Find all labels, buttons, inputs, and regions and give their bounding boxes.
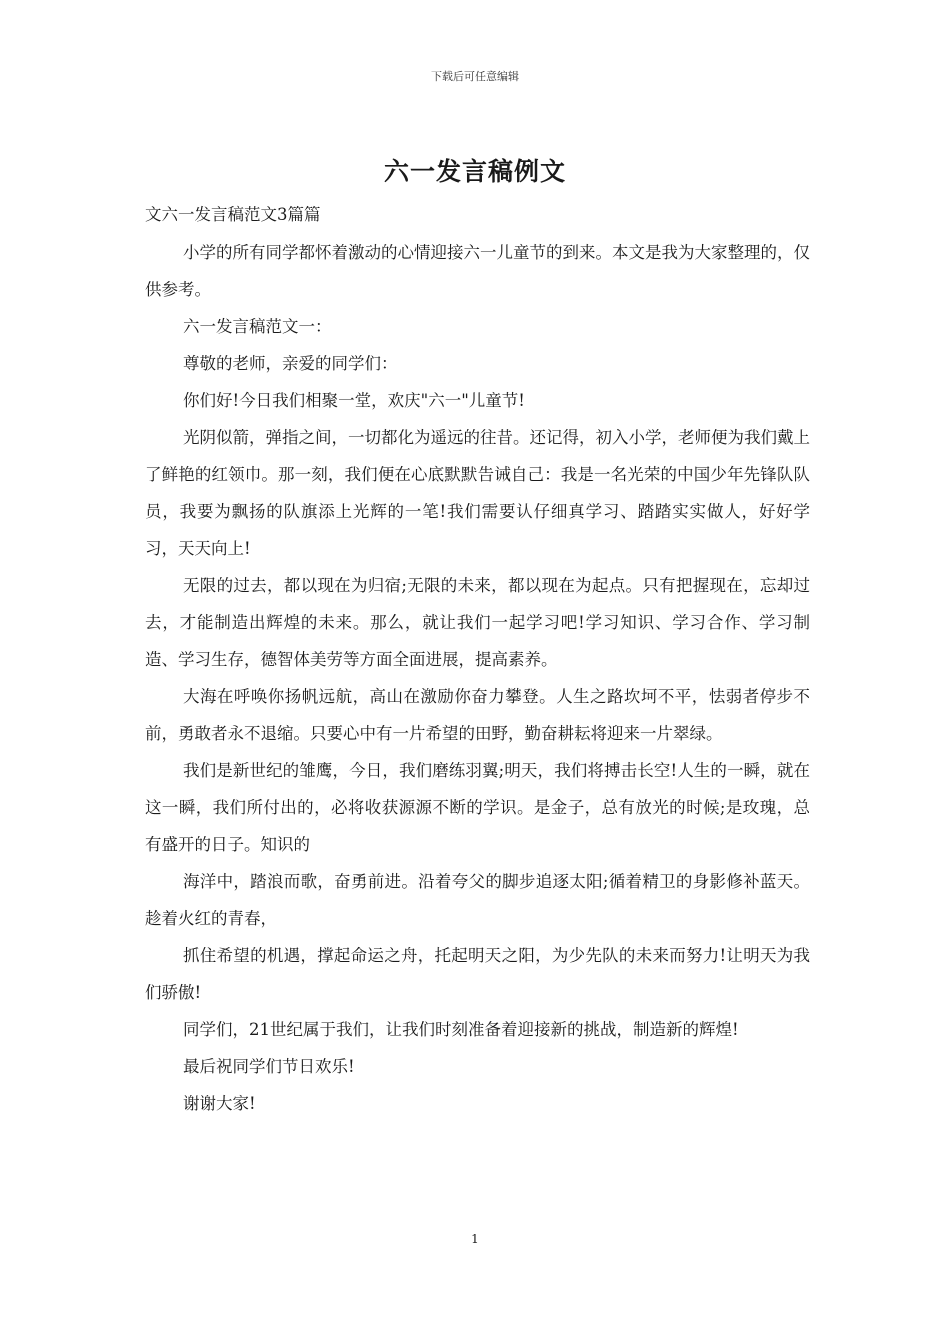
paragraph: 我们是新世纪的雏鹰，今日，我们磨练羽翼;明天，我们将搏击长空!人生的一瞬，就在这一瞬，我们所付出的，必将收获源源不断的学识。是金子，总有放光的时候;是玫瑰，总有盛开的日子。知识的 <box>145 761 810 854</box>
paragraph: 无限的过去，都以现在为归宿;无限的未来，都以现在为起点。只有把握现在，忘却过去，才能制造出辉煌的未来。那么，就让我们一起学习吧!学习知识、学习合作、学习制造、学习生存，德智体美劳等方面全面进展，提高素养。 <box>145 576 810 669</box>
document-title: 六一发言稿例文 <box>383 157 566 186</box>
document-subtitle: 文六一发言稿范文3篇篇 <box>145 205 321 224</box>
paragraph: 同学们，21世纪属于我们，让我们时刻准备着迎接新的挑战，制造新的辉煌! <box>183 1020 739 1039</box>
paragraph: 大海在呼唤你扬帆远航，高山在激励你奋力攀登。人生之路坎坷不平，怯弱者停步不前，勇敢者永不退缩。只要心中有一片希望的田野，勤奋耕耘将迎来一片翠绿。 <box>145 687 810 743</box>
paragraph: 尊敬的老师，亲爱的同学们： <box>183 354 398 373</box>
paragraph: 六一发言稿范文一： <box>183 317 332 336</box>
paragraph: 你们好!今日我们相聚一堂，欢庆"六一"儿童节! <box>183 391 525 410</box>
document-body <box>145 234 810 1122</box>
paragraph: 小学的所有同学都怀着激动的心情迎接六一儿童节的到来。本文是我为大家整理的，仅供参考。 <box>145 243 810 299</box>
paragraph: 海洋中，踏浪而歌，奋勇前进。沿着夸父的脚步追逐太阳;循着精卫的身影修补蓝天。趁着火红的青春， <box>145 872 810 928</box>
paragraph: 抓住希望的机遇，撑起命运之舟，托起明天之阳，为少先队的未来而努力!让明天为我们骄傲! <box>145 946 810 1002</box>
paragraph: 最后祝同学们节日欢乐! <box>183 1057 355 1076</box>
paragraph: 谢谢大家! <box>183 1094 256 1113</box>
page-number: 1 <box>471 1232 479 1246</box>
page-header: 下载后可任意编辑 <box>431 70 519 83</box>
paragraph: 光阴似箭，弹指之间，一切都化为遥远的往昔。还记得，初入小学，老师便为我们戴上了鲜艳的红领巾。那一刻，我们便在心底默默告诫自己：我是一名光荣的中国少年先锋队队员，我要为飘扬的队旗添上光辉的一笔!我们需要认仔细真学习、踏踏实实做人，好好学习，天天向上! <box>145 428 810 558</box>
